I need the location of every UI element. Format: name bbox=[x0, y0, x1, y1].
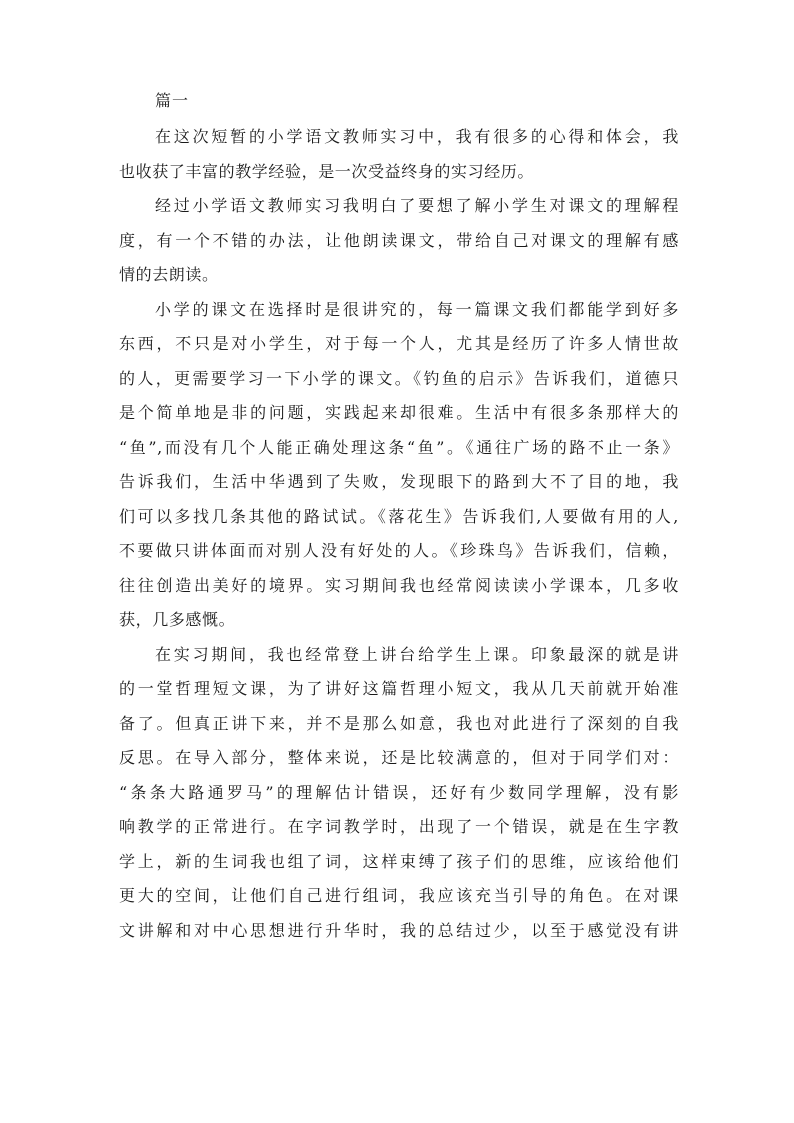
paragraph-4 bbox=[119, 638, 679, 949]
text-line: 们可以多找几条其他的路试试。《落花生》告诉我们,人要做有用的人, bbox=[119, 506, 679, 526]
text-line: 备了。但真正讲下来，并不是那么如意，我也对此进行了深刻的自我 bbox=[119, 713, 679, 733]
text-line: 也收获了丰富的教学经验，是一次受益终身的实习经历。 bbox=[119, 161, 535, 181]
text-line: 在这次短暂的小学语文教师实习中，我有很多的心得和体会，我 bbox=[155, 127, 679, 146]
text-line: 度，有一个不错的办法，让他朗读课文，带给自己对课文的理解有感 bbox=[119, 230, 679, 250]
body-text bbox=[119, 120, 679, 948]
text-line: 响教学的正常进行。在字词教学时，出现了一个错误，就是在生字教 bbox=[119, 817, 679, 836]
text-line: 经过小学语文教师实习我明白了要想了解小学生对课文的理解程 bbox=[155, 196, 679, 215]
text-line: 学上，新的生词我也组了词，这样束缚了孩子们的思维，应该给他们 bbox=[119, 851, 679, 871]
section-heading: 篇一 bbox=[155, 91, 190, 110]
paragraph-2 bbox=[119, 189, 679, 293]
text-line: 往往创造出美好的境界。实习期间我也经常阅读读小学课本，几多收 bbox=[119, 575, 679, 595]
text-line: 的人，更需要学习一下小学的课文。《钓鱼的启示》告诉我们，道德只 bbox=[119, 368, 679, 388]
text-line: 不要做只讲体面而对别人没有好处的人。《珍珠鸟》告诉我们，信赖， bbox=[119, 541, 679, 560]
document-page bbox=[119, 90, 679, 948]
paragraph-3 bbox=[119, 293, 679, 638]
text-line: “条条大路通罗马”的理解估计错误，还好有少数同学理解，没有影 bbox=[119, 782, 679, 802]
text-line: 小学的课文在选择时是很讲究的，每一篇课文我们都能学到好多 bbox=[155, 299, 679, 319]
paragraph-1 bbox=[119, 120, 679, 189]
text-line: 东西，不只是对小学生，对于每一个人，尤其是经历了许多人情世故 bbox=[119, 334, 679, 353]
text-line: 告诉我们，生活中华遇到了失败，发现眼下的路到大不了目的地，我 bbox=[119, 472, 679, 491]
text-line: 更大的空间，让他们自己进行组词，我应该充当引导的角色。在对课 bbox=[119, 886, 679, 905]
text-line: “鱼”,而没有几个人能正确处理这条“鱼”。《通往广场的路不止一条》 bbox=[119, 437, 679, 457]
text-line: 是个简单地是非的问题，实践起来却很难。生活中有很多条那样大的 bbox=[119, 403, 679, 422]
text-line: 的一堂哲理短文课，为了讲好这篇哲理小短文，我从几天前就开始准 bbox=[119, 679, 679, 698]
text-line: 文讲解和对中心思想进行升华时，我的总结过少，以至于感觉没有讲 bbox=[119, 920, 679, 940]
text-line: 获，几多感慨。 bbox=[119, 610, 236, 629]
text-line: 在实习期间，我也经常登上讲台给学生上课。印象最深的就是讲 bbox=[155, 644, 679, 664]
text-line: 情的去朗读。 bbox=[119, 265, 219, 284]
text-line: 反思。在导入部分，整体来说，还是比较满意的，但对于同学们对： bbox=[119, 748, 679, 767]
